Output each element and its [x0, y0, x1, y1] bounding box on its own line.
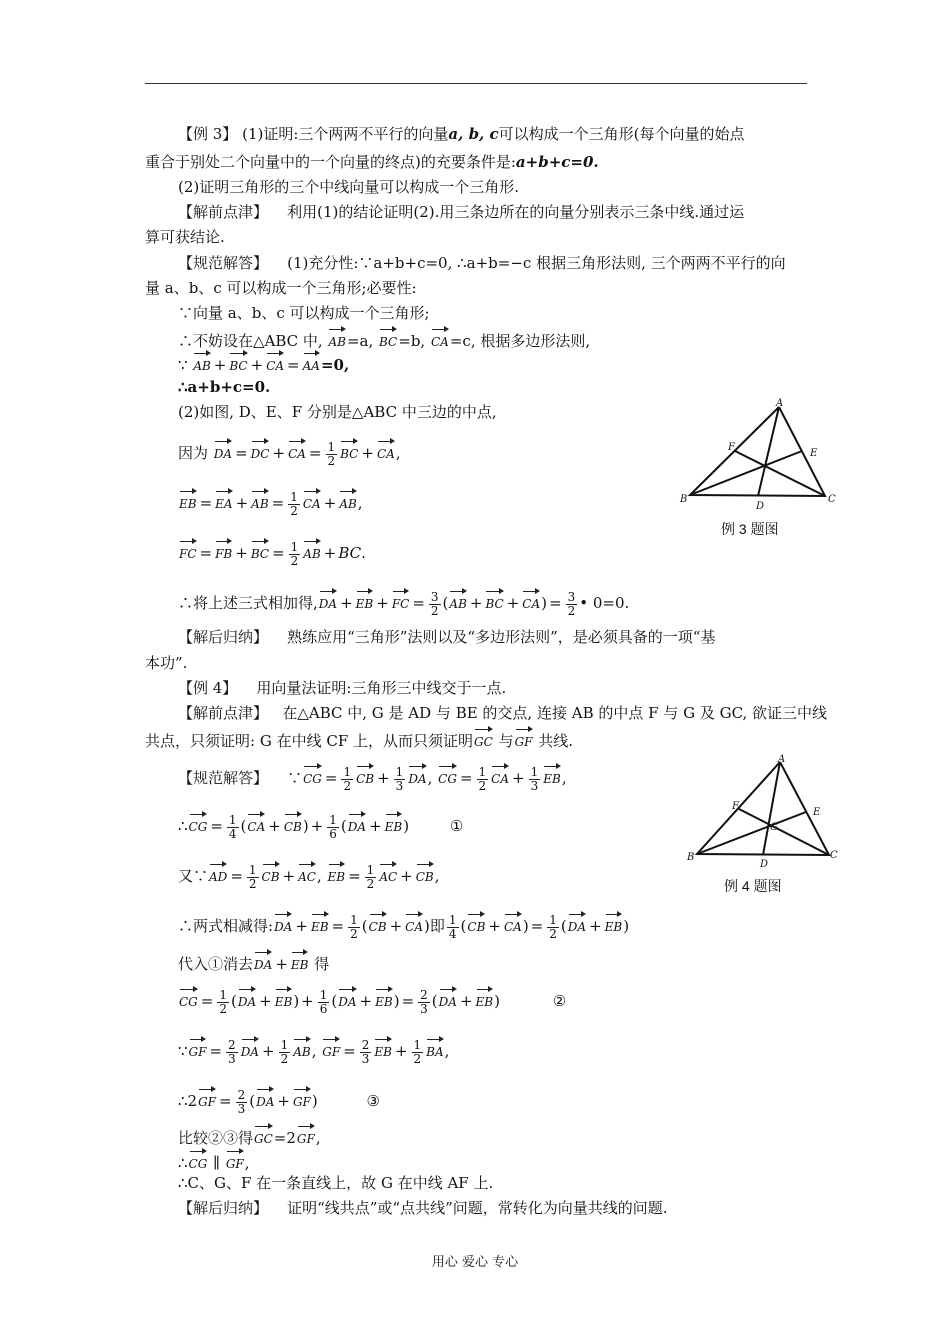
- label-d: D: [756, 501, 765, 512]
- vector-bc: BC: [340, 438, 358, 464]
- ex4-eq-3: ∴两式相减得:DA + EB = $\frac{1}{2}$ (CB + CA)即 $\frac{1}{4}$ (CB + CA) = $\frac{1}{2}$ (DA + EB): [178, 912, 630, 941]
- fraction: $\frac{3}{2}$: [567, 589, 576, 618]
- ex3-text: (1)证明:三个两两不平行的向量: [242, 125, 449, 143]
- vector-ca: CA: [431, 326, 449, 352]
- ex3-text: =b,: [398, 332, 426, 350]
- vector-eb: EB: [179, 488, 197, 514]
- fraction: $\frac{1}{2}$: [327, 439, 336, 468]
- ex4-text: 又∵: [178, 867, 209, 885]
- vector-ca: CA: [247, 811, 265, 837]
- fraction: $\frac{1}{6}$: [319, 987, 328, 1016]
- vector-fc: FC: [392, 588, 410, 614]
- ex4-eq-5: CG = $\frac{1}{2}$ (DA + EB) + $\frac{1}{6}$ (DA + EB) = $\frac{2}{3}$ (DA + EB) ②: [179, 987, 567, 1016]
- ex4-eq-4: 代入①消去DA + EB 得: [178, 949, 329, 975]
- vector-ca: CA: [405, 911, 423, 937]
- vector-da: DA: [338, 986, 356, 1012]
- vector-ba: BA: [426, 1036, 443, 1062]
- ex4-eq-7: ∴2GF = $\frac{2}{3}$ (DA + GF) ③: [178, 1087, 380, 1116]
- ex4-eq-2: 又∵AD = $\frac{1}{2}$ CB + AC, EB = $\frac{1}{2}$ AC + CB,: [178, 862, 440, 891]
- label-c: C: [830, 850, 838, 861]
- vector-bc: BC: [251, 538, 269, 564]
- vector-ea: EA: [215, 488, 232, 514]
- ex3-head: 【例 3】: [178, 125, 238, 143]
- ex4-line-1: [178, 678, 506, 698]
- ex4-text: 比较②③得: [178, 1129, 254, 1147]
- ex3-eq-sum: ∴将上述三式相加得,DA + EB + FC = $\frac{3}{2}$ (AB + BC + CA) = $\frac{3}{2}$ • 0=0.: [178, 589, 630, 618]
- ex4-jhgn: [178, 1198, 668, 1218]
- header-rule: [145, 83, 807, 84]
- ex3-text: =a,: [346, 332, 374, 350]
- ex3-abc: a, b, c: [448, 125, 499, 143]
- vector-ac: AC: [379, 861, 397, 887]
- ex3-eq-1: 因为 DA = DC + CA = $\frac{1}{2}$ BC + CA,: [178, 439, 401, 468]
- vector-cb: CB: [262, 861, 280, 887]
- vector-da: DA: [319, 588, 337, 614]
- vector-ca: CA: [504, 911, 522, 937]
- ex4-text: 用向量法证明:三角形三中线交于一点.: [256, 679, 507, 697]
- fraction: $\frac{1}{2}$: [343, 764, 352, 793]
- fraction: $\frac{1}{2}$: [350, 912, 358, 941]
- vector-eb: EB: [375, 986, 393, 1012]
- vector-bc: BC: [229, 350, 247, 376]
- vector-gc: GC: [474, 726, 493, 752]
- vector-eb: EB: [385, 811, 403, 837]
- vector-gf: GF: [297, 1123, 315, 1149]
- fraction: $\frac{1}{6}$: [329, 812, 337, 841]
- label-b: B: [680, 494, 688, 505]
- fraction: $\frac{1}{3}$: [530, 764, 539, 793]
- vector-ad: AD: [209, 861, 227, 887]
- vector-gc: GC: [254, 1123, 273, 1149]
- ex3-sol-6: ∴a+b+c=0.: [178, 378, 271, 396]
- ex3-sol-4: [178, 326, 590, 352]
- vector-fb: FB: [215, 538, 232, 564]
- ex4-text: =2: [273, 1129, 296, 1147]
- ex4-eq-1: ∴CG = $\frac{1}{4}$ (CA + CB) + $\frac{1}{6}$ (DA + EB) ①: [178, 812, 464, 841]
- label-a: A: [776, 398, 784, 409]
- vector-ab: AB: [193, 350, 210, 376]
- ex3-text: 利用(1)的结论证明(2).用三条边所在的向量分别表示三条中线.通过运: [287, 203, 745, 221]
- fraction: $\frac{1}{2}$: [549, 912, 557, 941]
- page-footer: 用心 爱心 专心: [431, 1255, 519, 1270]
- circle-2: ②: [552, 992, 567, 1010]
- ex4-text: 共点，只须证明: G 在中线 CF 上，从而只须证明: [145, 732, 473, 750]
- fraction: $\frac{1}{2}$: [413, 1037, 422, 1066]
- triangle: [697, 762, 829, 855]
- vector-ca: CA: [377, 438, 395, 464]
- fraction: $\frac{1}{4}$: [228, 812, 237, 841]
- fraction: $\frac{2}{3}$: [237, 1087, 246, 1116]
- vector-eb: EB: [374, 1036, 392, 1062]
- vector-gf: GF: [322, 1036, 340, 1062]
- ex4-text: 即: [429, 917, 445, 935]
- ex3-figure: [676, 396, 836, 514]
- circle-3: ③: [366, 1092, 380, 1110]
- ex4-head: 【例 4】: [178, 679, 238, 697]
- ex3-jqdj-1: [178, 202, 744, 222]
- section-label: 【规范解答】: [178, 254, 269, 272]
- vector-da: DA: [256, 1086, 274, 1112]
- circle-1: ①: [449, 817, 464, 835]
- vector-da: DA: [568, 911, 586, 937]
- ex4-jqdj-2: [145, 726, 573, 752]
- vector-cg: CG: [189, 1148, 208, 1174]
- median-ad: [758, 407, 779, 496]
- vector-aa: AA: [303, 350, 320, 376]
- ex3-text: ∴将上述三式相加得,: [178, 594, 318, 612]
- ex4-figure-caption: 例 4 题图: [724, 878, 782, 894]
- label-f: F: [732, 801, 739, 812]
- ex3-jhgn-1: [178, 627, 715, 647]
- label-c: C: [828, 494, 836, 505]
- ex4-text: 在△ABC 中, G 是 AD 与 BE 的交点, 连接 AB 的中点 F 与 G 及 GC, 欲证三中线: [282, 704, 828, 722]
- vector-da: DA: [439, 986, 457, 1012]
- ex3-sol-1: [178, 253, 786, 273]
- vector-da: DA: [274, 911, 292, 937]
- vector-ca: CA: [266, 350, 284, 376]
- ex3-sol-5: ∵ AB + BC + CA = AA=0,: [178, 350, 349, 376]
- vector-fc: FC: [179, 538, 197, 564]
- vector-gf: GF: [189, 1036, 207, 1062]
- ex4-eq-6: ∵GF = $\frac{2}{3}$ DA + $\frac{1}{2}$ AB, GF = $\frac{2}{3}$ EB + $\frac{1}{2}$ BA,: [178, 1037, 450, 1066]
- section-label: 【解后归纳】: [178, 1199, 269, 1217]
- ex3-text: 重合于别处二个向量中的一个向量的终点)的充要条件是:: [145, 153, 516, 171]
- fraction: $\frac{3}{2}$: [430, 589, 439, 618]
- vector-eb: EB: [476, 986, 494, 1012]
- ex4-text: ∴两式相减得:: [178, 917, 274, 935]
- vector-ab: AB: [449, 588, 466, 614]
- vector-bc: BC: [379, 326, 397, 352]
- label-b: B: [687, 852, 695, 863]
- triangle: [690, 407, 825, 496]
- ex4-jqdj-1: [178, 703, 827, 723]
- vector-da: DA: [214, 438, 232, 464]
- ex3-line-2: [145, 152, 599, 172]
- ex4-text: 得: [314, 955, 330, 973]
- median-be: [697, 812, 806, 854]
- vector-cb: CB: [356, 763, 374, 789]
- ex4-text: 证明“线共点”或“点共线”问题，常转化为向量共线的问题.: [287, 1199, 668, 1217]
- vector-ca: CA: [522, 588, 540, 614]
- vector-gf: GF: [515, 726, 533, 752]
- ex3-jhgn-2: 本功”.: [145, 654, 188, 672]
- ex3-figure-caption: 例 3 题图: [721, 521, 779, 537]
- ex3-line-1: [178, 124, 745, 144]
- ex3-eq-2: EB = EA + AB = $\frac{1}{2}$ CA + AB,: [179, 489, 363, 518]
- ex4-eq-8: 比较②③得GC=2GF,: [178, 1123, 321, 1149]
- vector-dc: DC: [251, 438, 270, 464]
- section-label: 【规范解答】: [178, 769, 269, 787]
- fraction: $\frac{1}{2}$: [366, 862, 375, 891]
- vector-eb: EB: [275, 986, 293, 1012]
- vector-gf: GF: [293, 1086, 311, 1112]
- label-e: E: [810, 448, 818, 459]
- fraction: $\frac{1}{3}$: [395, 764, 404, 793]
- label-g: G: [770, 822, 778, 833]
- section-label: 【解前点津】: [178, 704, 269, 722]
- vector-ab: AB: [328, 326, 345, 352]
- vector-cg: CG: [438, 763, 457, 789]
- vector-eb: EB: [605, 911, 623, 937]
- ex3-text: • 0=0.: [579, 594, 630, 612]
- vector-ab: AB: [339, 488, 356, 514]
- ex3-text: =0,: [320, 356, 350, 374]
- vector-cb: CB: [416, 861, 434, 887]
- ex3-text: 因为: [178, 444, 209, 462]
- vector-eb: EB: [311, 911, 329, 937]
- fraction: $\frac{1}{2}$: [248, 862, 257, 891]
- fraction: $\frac{1}{4}$: [448, 912, 457, 941]
- ex4-text: 与: [498, 732, 514, 750]
- ex3-text: 可以构成一个三角形(每个向量的始点: [498, 125, 745, 143]
- vector-gf: GF: [226, 1148, 244, 1174]
- ex3-sol-3: ∵向量 a、b、c 可以构成一个三角形;: [178, 304, 430, 322]
- vector-eb: EB: [543, 763, 561, 789]
- vector-cg: CG: [179, 986, 198, 1012]
- vector-da: DA: [241, 1036, 259, 1062]
- fraction: $\frac{1}{2}$: [478, 764, 487, 793]
- vector-ab: AB: [251, 488, 268, 514]
- section-label: 【解后归纳】: [178, 628, 269, 646]
- ex4-text: 代入①消去: [178, 955, 254, 973]
- ex4-figure: [680, 752, 840, 870]
- label-f: F: [728, 442, 735, 453]
- ex3-text: ∴不妨设在△ABC 中,: [178, 332, 323, 350]
- vector-da: DA: [238, 986, 256, 1012]
- vector-cg: CG: [189, 811, 208, 837]
- label-d: D: [760, 859, 769, 870]
- fraction: $\frac{1}{2}$: [290, 539, 299, 568]
- vector-ca: CA: [491, 763, 509, 789]
- parallel-symbol: ∥: [213, 1154, 221, 1172]
- vector-da: DA: [348, 811, 366, 837]
- label-e: E: [813, 807, 821, 818]
- ex4-eq-10: ∴C、G、F 在一条直线上，故 G 在中线 AF 上.: [178, 1174, 494, 1192]
- ex3-condition: a+b+c=0.: [515, 153, 599, 171]
- ex3-text: =c, 根据多边形法则,: [449, 332, 591, 350]
- fraction: $\frac{2}{3}$: [361, 1037, 370, 1066]
- ex3-sol-7: (2)如图, D、E、F 分别是△ABC 中三边的中点,: [178, 403, 497, 421]
- ex3-sol-2: 量 a、b、c 可以构成一个三角形;必要性:: [145, 279, 417, 297]
- fraction: $\frac{2}{3}$: [228, 1037, 236, 1066]
- vector-ab: AB: [293, 1036, 310, 1062]
- median-ad: [763, 762, 780, 855]
- vector-cb: CB: [284, 811, 302, 837]
- ex3-eq-3: FC = FB + BC = $\frac{1}{2}$ AB + BC.: [179, 539, 366, 568]
- ex4-sol-1: 【规范解答】 ∵CG = $\frac{1}{2}$ CB + $\frac{1}{3}$ DA, CG = $\frac{1}{2}$ CA + $\frac{1}{3}$ EB,: [178, 764, 567, 793]
- vector-ca: CA: [303, 488, 321, 514]
- vector-da: DA: [254, 949, 272, 975]
- vector-gf: GF: [198, 1086, 216, 1112]
- fraction: $\frac{1}{2}$: [290, 489, 298, 518]
- vector-ac: AC: [298, 861, 316, 887]
- ex3-text: 熟练应用“三角形”法则以及“多边形法则”，是必须具备的一项“基: [287, 628, 716, 646]
- vector-da: DA: [408, 763, 426, 789]
- fraction: $\frac{1}{2}$: [280, 1037, 289, 1066]
- vector-cb: CB: [369, 911, 387, 937]
- vector-bc: BC: [485, 588, 503, 614]
- vector-ca: CA: [288, 438, 306, 464]
- ex4-text: 共线.: [538, 732, 574, 750]
- vector-cb: CB: [467, 911, 485, 937]
- label-a: A: [778, 754, 786, 765]
- ex3-text: (1)充分性:∵a+b+c=0, ∴a+b=−c 根据三角形法则, 三个两两不平行的向: [287, 254, 786, 272]
- vector-ab: AB: [303, 538, 320, 564]
- vector-cg: CG: [303, 763, 322, 789]
- vector-eb: EB: [328, 861, 346, 887]
- fraction: $\frac{2}{3}$: [420, 987, 428, 1016]
- vector-eb: EB: [356, 588, 374, 614]
- ex4-eq-9: ∴CG ∥ GF,: [178, 1148, 250, 1174]
- ex3-line-3: (2)证明三角形的三个中线向量可以构成一个三角形.: [178, 178, 520, 196]
- fraction: $\frac{1}{2}$: [219, 987, 227, 1016]
- section-label: 【解前点津】: [178, 203, 269, 221]
- vector-eb: EB: [291, 949, 309, 975]
- ex3-jqdj-2: 算可获结论.: [145, 228, 225, 246]
